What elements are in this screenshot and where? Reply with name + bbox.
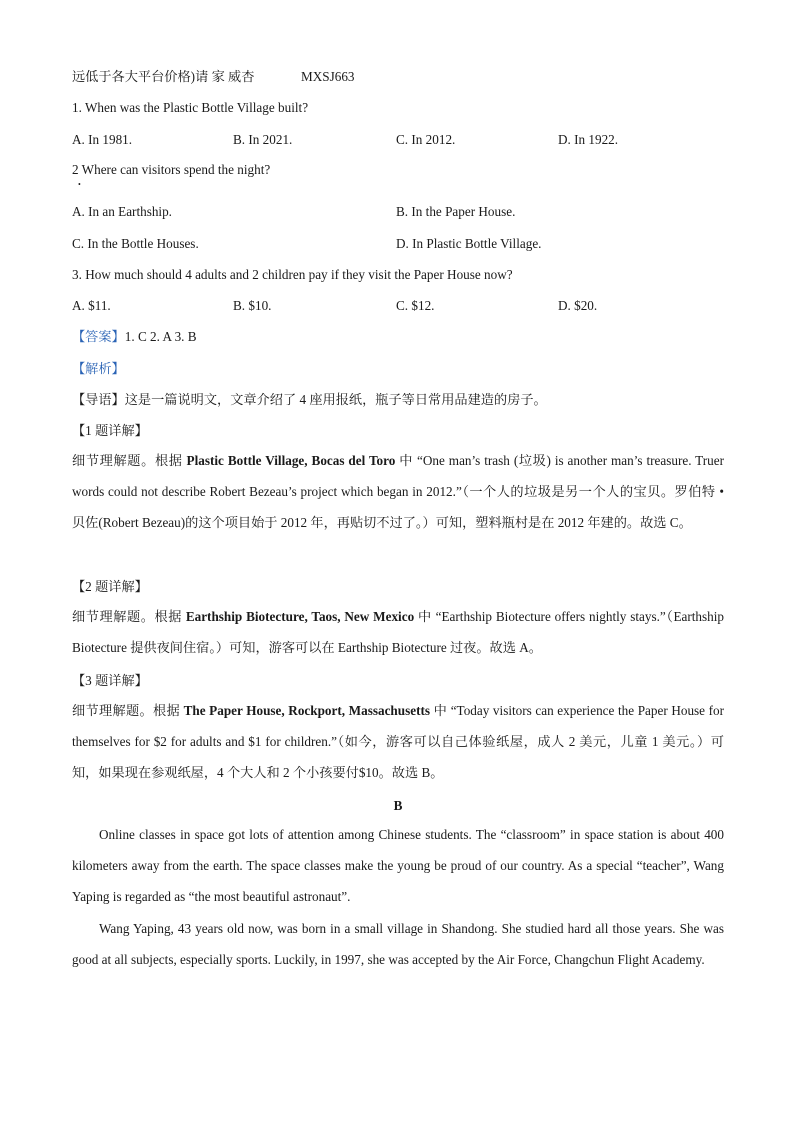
q3-option-b: B. $10. (233, 298, 272, 313)
q1-stem: 1. When was the Plastic Bottle Village built? (72, 100, 309, 115)
stray-dot: • (78, 180, 81, 189)
q2-option-a: A. In an Earthship. (72, 204, 172, 219)
answer-line (72, 328, 197, 346)
q2-stem: 2 Where can visitors spend the night? (72, 162, 271, 177)
detail-1-pre: 细节理解题。根据 (72, 453, 187, 468)
q1-option-d: D. In 1922. (558, 132, 619, 147)
detail-3-bold: The Paper House, Rockport, Massachusetts (183, 703, 430, 718)
q1-option-c: C. In 2012. (396, 132, 456, 147)
guide-text: 这是一篇说明文，文章介绍了 4 座用报纸，瓶子等日常用品建造的房子。 (124, 392, 547, 407)
q3-option-d: D. $20. (558, 298, 598, 313)
q1-option-a: A. In 1981. (72, 132, 133, 147)
header-left: 远低于各大平台价格)请 家 威杏 (72, 69, 255, 84)
passage (72, 819, 724, 975)
q1-option-b: B. In 2021. (233, 132, 293, 147)
header-code: MXSJ663 (301, 69, 355, 84)
detail-2-label: 【2 题详解】 (72, 579, 148, 594)
detail-2-bold: Earthship Biotecture, Taos, New Mexico (185, 609, 415, 624)
analysis-label: 【解析】 (72, 361, 125, 376)
detail-1-bold: Plastic Bottle Village, Bocas del Toro (186, 453, 396, 468)
guide-line (72, 391, 547, 409)
detail-3-label: 【3 题详解】 (72, 673, 148, 688)
header-line (72, 68, 355, 86)
detail-3-pre: 细节理解题。根据 (72, 703, 184, 718)
passage-paragraph-2: Wang Yaping, 43 years old now, was born in a small village in Shandong. She studied hard all those years. She was good at all subjects, especially sports. Luckily, in 1997, she was accepted by the Air Force, Changchun Flight Academy. (72, 920, 724, 967)
answer-text: 1. C 2. A 3. B (124, 329, 197, 344)
q3-stem: 3. How much should 4 adults and 2 children pay if they visit the Paper House now? (72, 267, 513, 282)
section-heading: B (393, 798, 403, 813)
detail-2-pre: 细节理解题。根据 (72, 609, 186, 624)
detail-2-rest: 中 “Earthship Biotecture offers nightly stays.”（Earthship Biotecture 提供夜间住宿。）可知，游客可以在 Earthship Biotecture 过夜。故选 A。 (72, 609, 725, 656)
detail-2-text (72, 601, 724, 663)
detail-3-rest: 中 “Today visitors can experience the Paper House for themselves for $2 for adults and $1 for children.”（如今，游客可以自己体验纸屋，成人 2 美元，儿童 1 美元。）可知，如果现在参观纸屋，4 个大人和 2 个小孩要付$10。故选 B。 (72, 703, 725, 781)
guide-label: 【导语】 (72, 392, 125, 407)
detail-1-rest: 中 “One man’s trash (垃圾) is another man’s treasure. Truer words could not describe Robert Bezeau’s project which began in 2012.”（一个人的垃圾是另一个人的宝贝。罗伯特 • 贝佐(Robert Bezeau)的这个项目始于 2012 年，再贴切不过了。）可知，塑料瓶村是在 2012 年建的。故选 C。 (72, 453, 725, 531)
detail-1-label: 【1 题详解】 (72, 423, 148, 438)
q3-option-a: A. $11. (72, 298, 111, 313)
answer-label: 【答案】 (72, 329, 125, 344)
q3-option-c: C. $12. (396, 298, 435, 313)
detail-3-text (72, 695, 724, 789)
detail-1-text (72, 445, 724, 539)
passage-paragraph-1: Online classes in space got lots of attention among Chinese students. The “classroom” in space station is about 400 kilometers away from the earth. The space classes make the young be proud of our country. As a special “teacher”, Wang Yaping is regarded as “the most beautiful astronaut”. (72, 827, 724, 905)
q2-option-d: D. In Plastic Bottle Village. (396, 236, 542, 251)
q2-option-b: B. In the Paper House. (396, 204, 516, 219)
q2-option-c: C. In the Bottle Houses. (72, 236, 199, 251)
